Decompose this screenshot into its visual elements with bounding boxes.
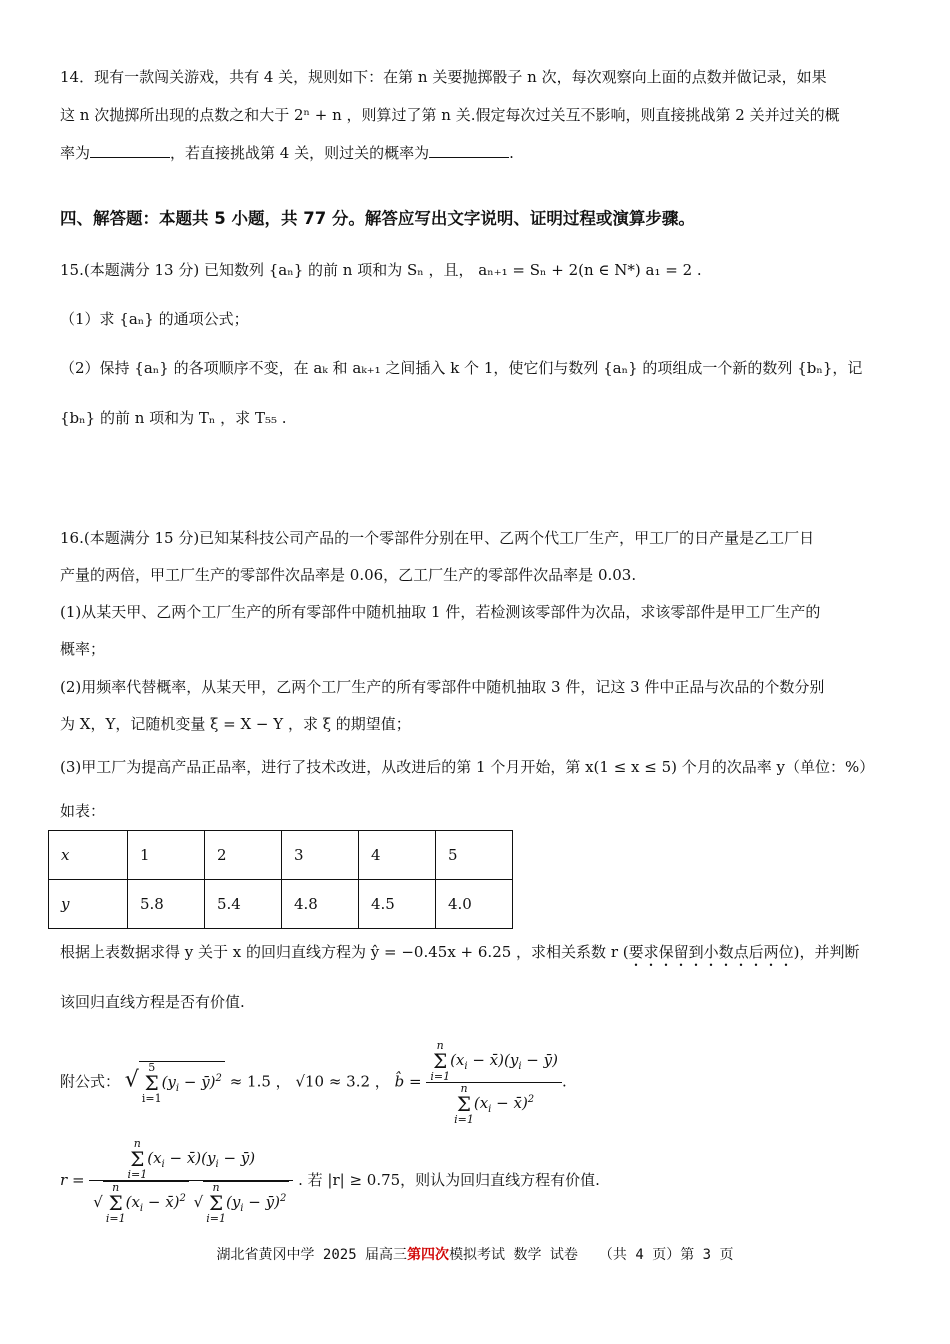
table-cell: 4.8 xyxy=(282,880,359,929)
table-cell: 4.5 xyxy=(359,880,436,929)
regression-emphasis: 要求保留到小数点后两位 xyxy=(628,943,794,961)
table-cell: 4 xyxy=(359,831,436,880)
q15-part1: （1）求 {aₙ} 的通项公式； xyxy=(60,310,249,328)
page-footer xyxy=(0,1244,950,1264)
b-hat-fraction: n Σ $i=1(x_i$ − $x̄)(y_i$ − ȳ) n Σ $i=1(x_i$ − x̄)$^2$ xyxy=(426,1040,562,1125)
table-header-y: y xyxy=(49,880,128,929)
q16-stem-line1: 16.(本题满分 15 分)已知某科技公司产品的一个零部件分别在甲、乙两个代工厂生产，甲工厂的日产量是乙工厂日 xyxy=(60,529,815,547)
q14-line3 xyxy=(60,141,900,164)
table-cell: 2 xyxy=(205,831,282,880)
appendix-formulas: 附公式： √5 Σ $i=1(y_i$ − ȳ)$^2$ ≈ 1.5 ， √10 ≈ 3.2 ， b̂ = n Σ $i=1(x_i$ − $x̄)(y_i$ − ȳ) n Σ $i=1(x_i$ − x̄)$^2$ . xyxy=(60,1039,567,1126)
regression-text-a: 根据上表数据求得 y 关于 x 的回归直线方程为 ŷ = −0.45x + 6.25 ，求相关系数 r ( xyxy=(60,943,629,961)
section4-heading: 四、解答题：本题共 5 小题，共 77 分。解答应写出文字说明、证明过程或演算步骤。 xyxy=(60,209,695,228)
table-cell: 5.4 xyxy=(205,880,282,929)
appendix-sqrt-sum-approx: ≈ 1.5 ， xyxy=(229,1072,291,1091)
q14-line1: 14．现有一款闯关游戏，共有 4 关，规则如下：在第 n 关要抛掷骰子 n 次，每次观察向上面的点数并做记录，如果 xyxy=(60,68,827,86)
q16-regression-line2: 该回归直线方程是否有价值. xyxy=(60,993,245,1011)
q16-part1-line1: (1)从某天甲、乙两个工厂生产的所有零部件中随机抽取 1 件，若检测该零部件为次品，求该零部件是甲工厂生产的 xyxy=(60,603,821,621)
q14-line3-middle: ，若直接挑战第 4 关，则过关的概率为 xyxy=(170,144,430,162)
appendix-r-threshold: . 若 |r| ≥ 0.75，则认为回归直线方程有价值. xyxy=(298,1171,600,1189)
table-cell: 5 xyxy=(436,831,513,880)
footer-highlight: 第四次 xyxy=(407,1247,450,1263)
table-header-x: x xyxy=(49,831,128,880)
correlation-formula xyxy=(60,1138,600,1224)
q14-line3-end: . xyxy=(509,144,514,162)
q16-part1-line2: 概率； xyxy=(60,640,106,658)
sqrt-sum-expression: 5 Σ $i=1(y_i$ − ȳ)$^2$ xyxy=(139,1061,225,1104)
appendix-label: 附公式： xyxy=(60,1072,121,1091)
q16-part3-line2: 如表： xyxy=(60,802,106,820)
q14-line3-prefix: 率为 xyxy=(60,144,91,162)
q16-part2-line2: 为 X，Y，记随机变量 ξ = X − Y ，求 ξ 的期望值； xyxy=(60,715,411,733)
footer-text-a: 湖北省黄冈中学 2025 届高三 xyxy=(216,1247,408,1263)
appendix-b-label: b̂ = xyxy=(394,1072,422,1091)
q15-stem: 15.(本题满分 13 分) 已知数列 {aₙ} 的前 n 项和为 Sₙ ，且， aₙ₊₁ = Sₙ + 2(n ∈ N*) a₁ = 2 . xyxy=(60,261,702,279)
q16-stem-line2: 产量的两倍，甲工厂生产的零部件次品率是 0.06，乙工厂生产的零部件次品率是 0.03. xyxy=(60,566,637,584)
table-row-y xyxy=(49,880,513,929)
table-cell: 4.0 xyxy=(436,880,513,929)
answer-blank-1 xyxy=(90,141,170,158)
q15-part2-line1: （2）保持 {aₙ} 的各项顺序不变，在 aₖ 和 aₖ₊₁ 之间插入 k 个 1，使它们与数列 {aₙ} 的项组成一个新的数列 {bₙ}，记 xyxy=(60,359,863,377)
footer-text-b: 模拟考试 数学 试卷 （共 4 页）第 3 页 xyxy=(449,1247,734,1263)
table-row-x xyxy=(49,831,513,880)
q16-regression-line1 xyxy=(60,941,900,970)
q14-line2: 这 n 次抛掷所出现的点数之和大于 2ⁿ + n ，则算过了第 n 关.假定每次过关互不影响，则直接挑战第 2 关并过关的概 xyxy=(60,106,840,124)
sqrt-sign: √ xyxy=(124,1067,139,1093)
q16-part3-line1: (3)甲工厂为提高产品正品率，进行了技术改进，从改进后的第 1 个月开始，第 x(1 ≤ x ≤ 5) 个月的次品率 y（单位：%） xyxy=(60,758,875,776)
sum-symbol: 5 Σ i=1 xyxy=(141,1060,162,1105)
table-cell: 3 xyxy=(282,831,359,880)
q16-part2-line1: (2)用频率代替概率，从某天甲，乙两个工厂生产的所有零部件中随机抽取 3 件，记这 3 件中正品与次品的个数分别 xyxy=(60,678,825,696)
q15-part2-line2: {bₙ} 的前 n 项和为 Tₙ ，求 T₅₅ . xyxy=(60,409,287,427)
r-fraction: n Σ $i=1(x_i$ − $x̄)(y_i$ − ȳ) √n Σ $i=1(x_i$ − x̄)$^2$ √n Σ $i=1(y_i$ − ȳ)$^2$ xyxy=(89,1138,293,1224)
table-cell: 5.8 xyxy=(128,880,205,929)
answer-blank-2 xyxy=(429,141,509,158)
table-cell: 1 xyxy=(128,831,205,880)
appendix-r-label: r = xyxy=(60,1171,85,1189)
appendix-sqrt10: √10 ≈ 3.2 ， xyxy=(295,1072,390,1091)
regression-text-c: )，并判断 xyxy=(793,943,860,961)
data-table xyxy=(48,830,513,929)
